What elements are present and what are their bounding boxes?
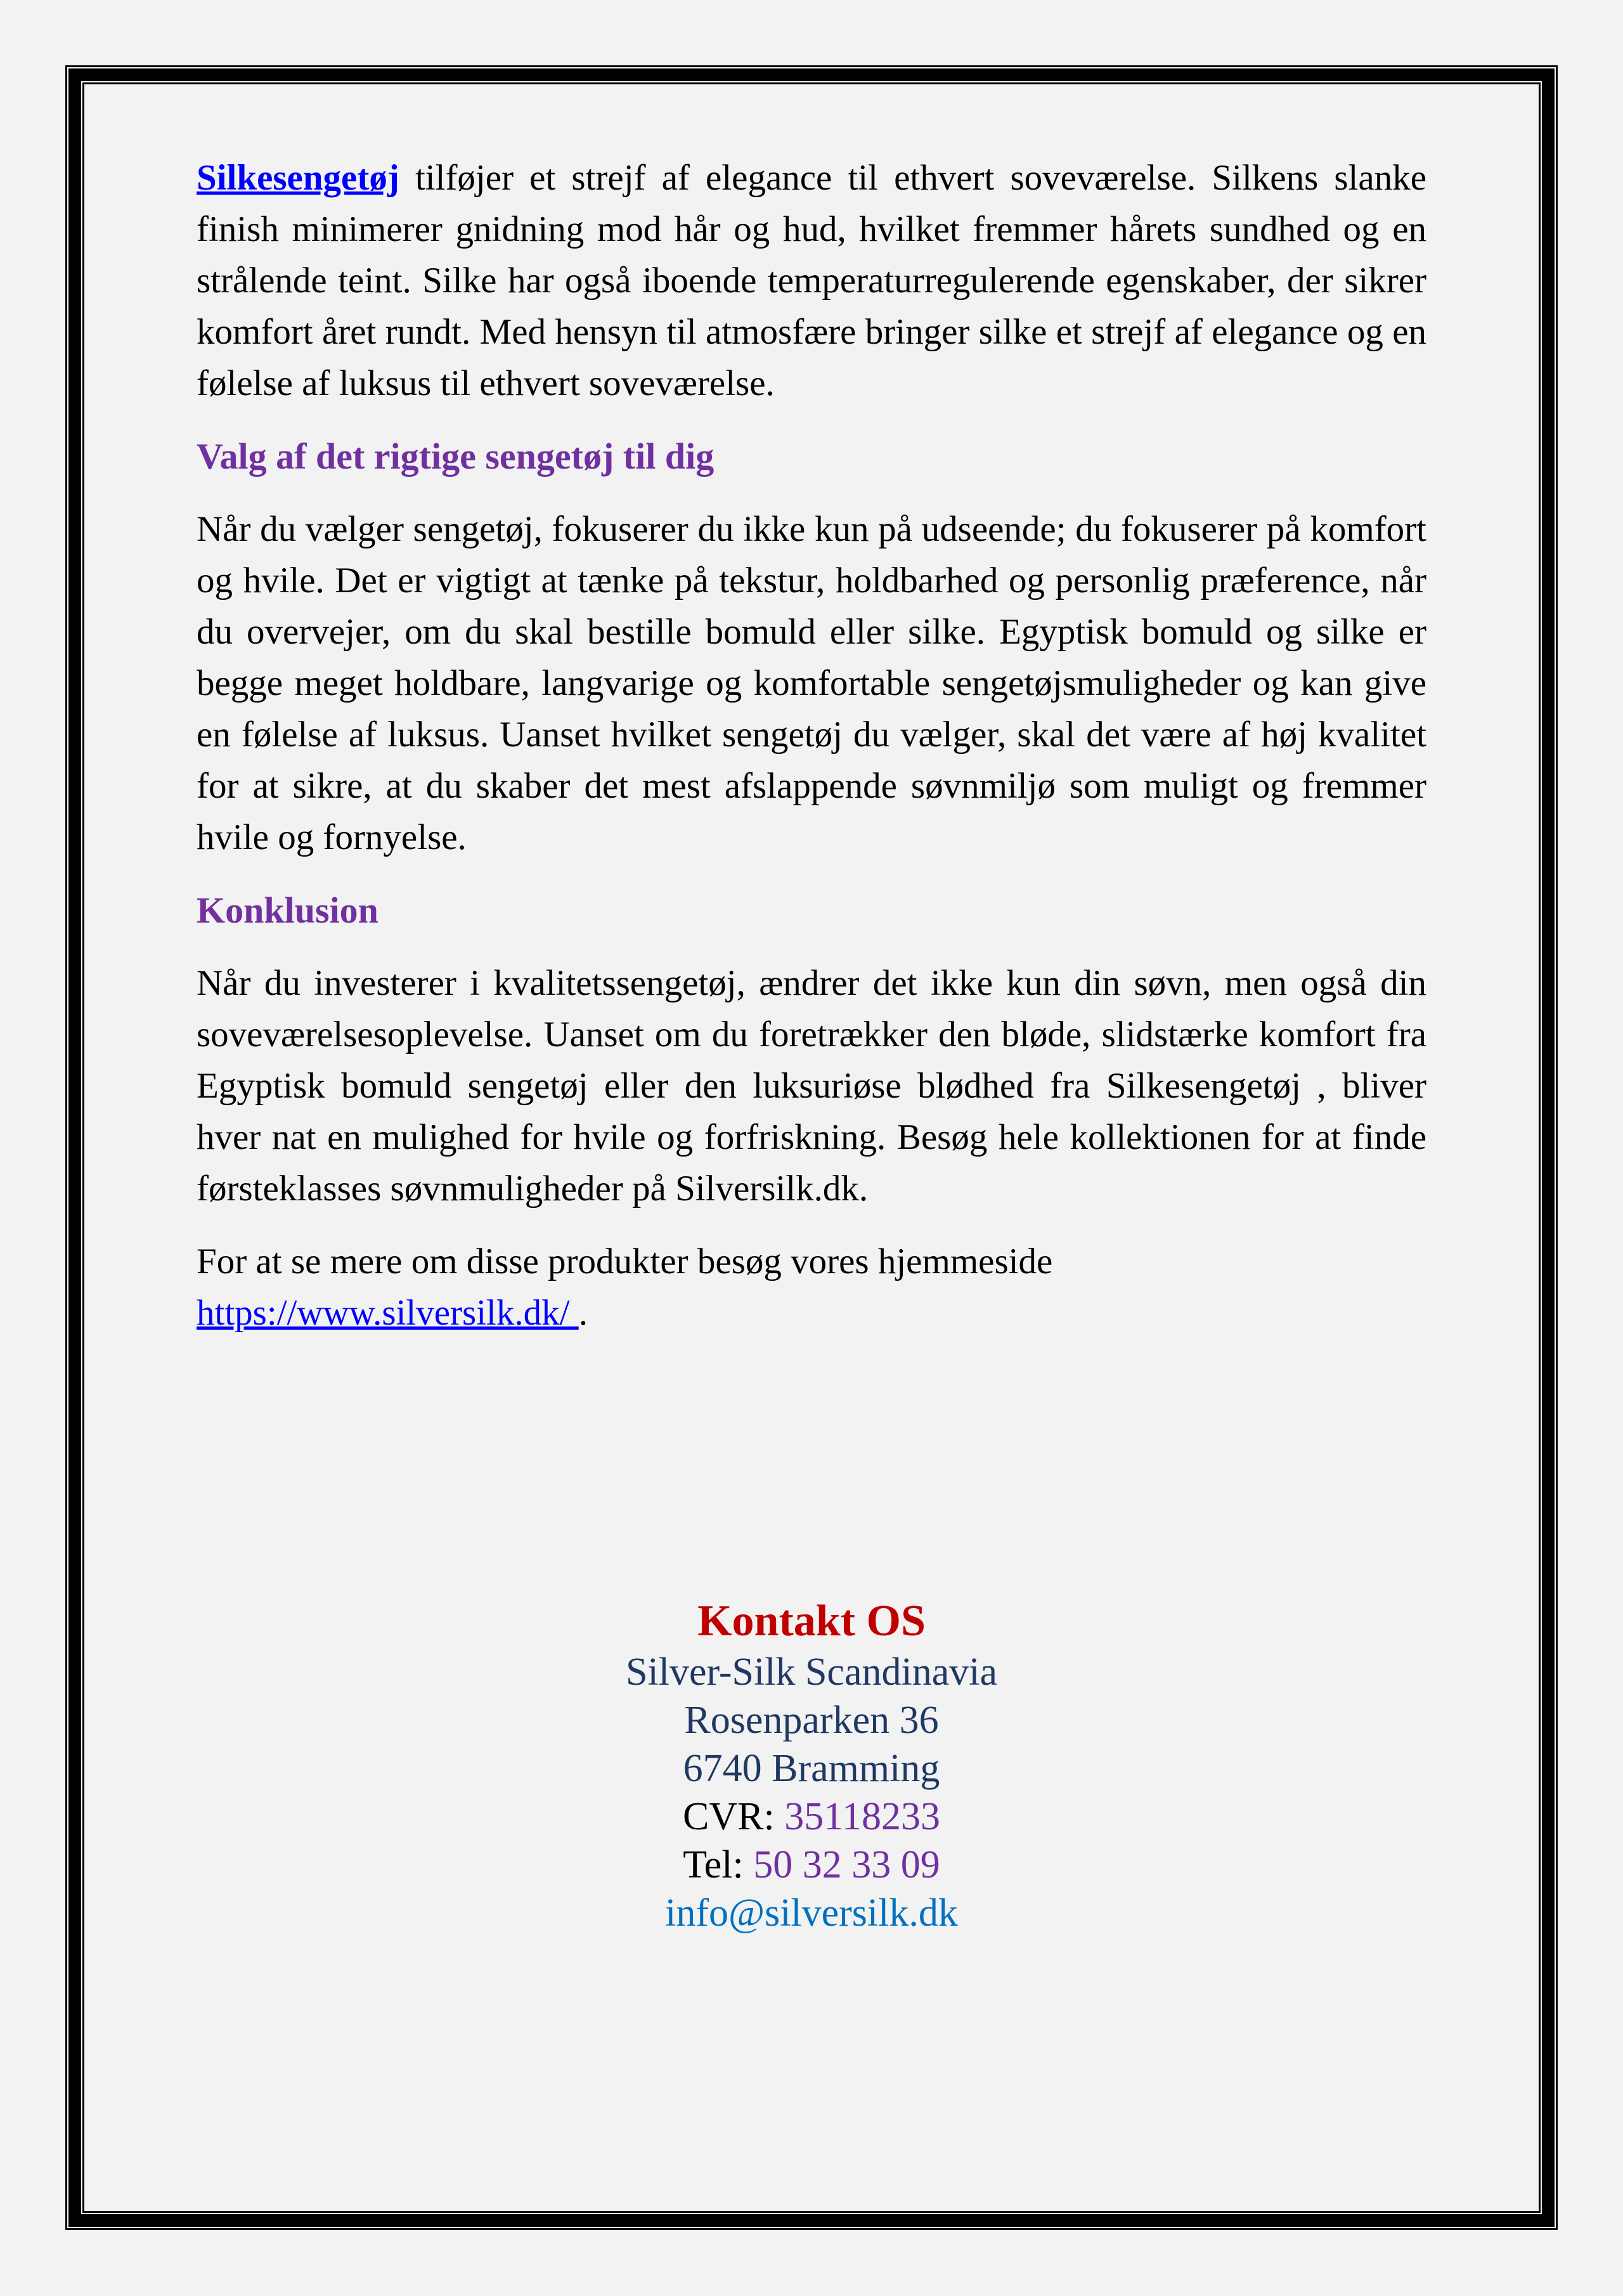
intro-text: tilføjer et strejf af elegance til ethvert soveværelse. Silkens slanke finish minimerer gnidning mod hår og hud, hvilket fremmer hårets sundhed og en strålende teint. Silke har også iboende temperaturregulerende egenskaber, der sikrer komfort året rundt. Med hensyn til atmosfære bringer silke et strejf af elegance og en følelse af luksus til ethvert soveværelse.: [197, 158, 1426, 403]
cvr-value: 35118233: [784, 1795, 940, 1838]
website-link[interactable]: https://www.silversilk.dk/: [197, 1293, 579, 1333]
cvr-line: [197, 1793, 1426, 1841]
cvr-label: CVR:: [683, 1795, 785, 1838]
conclusion-paragraph: Når du investerer i kvalitetssengetøj, ændrer det ikke kun din søvn, men også din soveværelsesoplevelse. Uanset om du foretrækker den bløde, slidstærke komfort fra Egyptisk bomuld sengetøj eller den luksuriøse blødhed fra Silkesengetøj , bliver hver nat en mulighed for hvile og forfriskning. Besøg hele kollektionen for at finde førsteklasses søvnmuligheder på Silversilk.dk.: [197, 963, 1426, 1209]
choosing-paragraph: Når du vælger sengetøj, fokuserer du ikke kun på udseende; du fokuserer på komfort og hvile. Det er vigtigt at tænke på tekstur, holdbarhed og personlig præference, når du overvejer, om du skal bestille bomuld eller silke. Egyptisk bomuld og silke er begge meget holdbare, langvarige og komfortable sengetøjsmuligheder og kan give en følelse af luksus. Uanset hvilket sengetøj du vælger, skal det være af høj kvalitet for at sikre, at du skaber det mest afslappende søvnmiljø som muligt og fremmer hvile og fornyelse.: [197, 509, 1426, 857]
email-link[interactable]: info@silversilk.dk: [665, 1891, 958, 1935]
tel-line: [197, 1841, 1426, 1889]
section-heading-conclusion: Konklusion: [197, 890, 378, 931]
visit-trailing: .: [578, 1293, 588, 1333]
silkesengetoj-link[interactable]: Silkesengetøj: [197, 158, 399, 198]
tel-label: Tel:: [683, 1843, 754, 1886]
intro-paragraph: [197, 152, 1426, 409]
company-name: Silver-Silk Scandinavia: [626, 1651, 997, 1694]
contact-title: Kontakt OS: [697, 1597, 926, 1645]
document-body: [197, 152, 1426, 1360]
street-address: Rosenparken 36: [684, 1699, 939, 1742]
city-address: 6740 Bramming: [683, 1747, 940, 1790]
visit-text: For at se mere om disse produkter besøg vores hjemmeside: [197, 1242, 1053, 1281]
visit-paragraph: [197, 1236, 1426, 1339]
tel-value[interactable]: 50 32 33 09: [753, 1843, 940, 1886]
contact-block: [197, 1595, 1426, 1937]
section-heading-choosing: Valg af det rigtige sengetøj til dig: [197, 436, 715, 477]
